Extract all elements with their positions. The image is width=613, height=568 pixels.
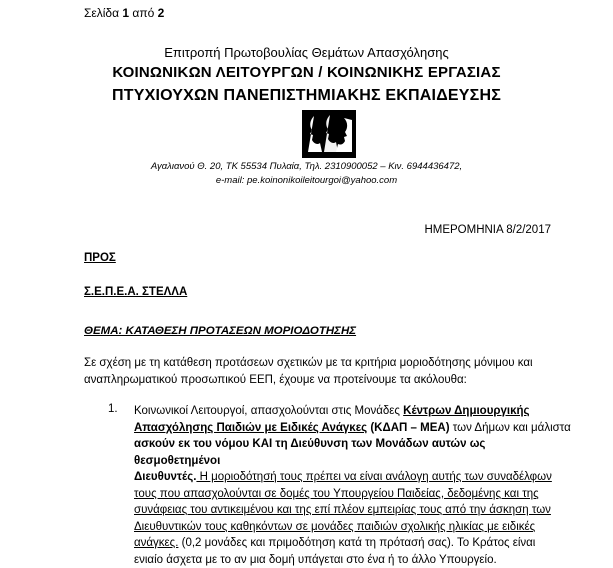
header-title-line-2: ΠΤΥΧΙΟΥΧΩΝ ΠΑΝΕΠΙΣΤΗΜΙΑΚΗΣ ΕΚΠΑΙΔΕΥΣΗΣ xyxy=(0,87,613,105)
item-line: Απασχόλησης Παιδιών με Ειδικές Ανάγκες (ΚΔΑΠ – ΜΕΑ) των Δήμων και μάλιστα xyxy=(134,420,572,437)
page-number-prefix: Σελίδα xyxy=(84,6,122,20)
item-line: ανάγκες. (0,2 μονάδες και πριμοδότηση κατά τη πρότασή σας). Το Κράτος είναι xyxy=(134,535,572,552)
page-number-current: 1 xyxy=(122,6,129,20)
header-title-line-1: ΚΟΙΝΩΝΙΚΩΝ ΛΕΙΤΟΥΡΓΩΝ / ΚΟΙΝΩΝΙΚΗΣ ΕΡΓΑΣΙΑΣ xyxy=(0,64,613,81)
item-line: τους που απασχολούνται σε δομές του Υπουργείου Παιδείας, δεδομένης και της xyxy=(134,486,572,503)
list-item-body xyxy=(134,403,572,568)
page-number-total: 2 xyxy=(158,6,165,20)
committee-name: Επιτροπή Πρωτοβουλίας Θεμάτων Απασχόλησης xyxy=(0,45,613,60)
page-number-separator: από xyxy=(129,6,158,20)
item-line: Διευθυντές. Η μοριοδότησή τους πρέπει να είναι ανάλογη αυτής των συναδέλφων xyxy=(134,469,572,486)
intro-line: Σε σχέση με τη κατάθεση προτάσεων σχετικών με τα κριτήρια μοριοδότησης μόνιμου και xyxy=(84,355,564,372)
to-label: ΠΡΟΣ xyxy=(84,252,116,264)
subject-line: ΘΕΜΑ: ΚΑΤΑΘΕΣΗ ΠΡΟΤΑΣΕΩΝ ΜΟΡΙΟΔΟΤΗΣΗΣ xyxy=(84,325,356,337)
address-line: Αγαλιανού Θ. 20, ΤΚ 55534 Πυλαία, Τηλ. 2310900052 – Κιν. 6944436472, xyxy=(0,160,613,174)
faces-logo-icon xyxy=(300,110,358,158)
item-line: ασκούν εκ του νόμου ΚΑΙ τη Διεύθυνση των Μονάδων αυτών ως θεσμοθετημένοι xyxy=(134,436,572,469)
address-block xyxy=(0,160,613,188)
list-item-number: 1. xyxy=(108,403,118,415)
item-line: Διευθυντικών τους καθηκόντων σε μονάδες παιδιών σχολικής ηλικίας με ειδικές xyxy=(134,519,572,536)
item-line: Κοινωνικοί Λειτουργοί, απασχολούνται στις Μονάδες Κέντρων Δημιουργικής xyxy=(134,403,572,420)
document-date: ΗΜΕΡΟΜΗΝΙΑ 8/2/2017 xyxy=(424,224,551,236)
intro-paragraph xyxy=(84,355,564,389)
recipient: Σ.Ε.Π.Ε.Α. ΣΤΕΛΛΑ xyxy=(84,286,187,298)
page-number xyxy=(84,6,164,20)
intro-line: αναπληρωματικού προσωπικού ΕΕΠ, έχουμε να προτείνουμε τα ακόλουθα: xyxy=(84,372,564,389)
item-line: ενιαίο άσχετα με το αν μια δομή υπάγεται στο ένα ή το άλλο Υπουργείο. xyxy=(134,552,572,568)
item-line: συνάφειας του αντικειμένου και της επί πλέον εμπειρίας τους από την άσκηση των xyxy=(134,502,572,519)
email-line: e-mail: pe.koinonikoileitourgoi@yahoo.com xyxy=(0,174,613,188)
